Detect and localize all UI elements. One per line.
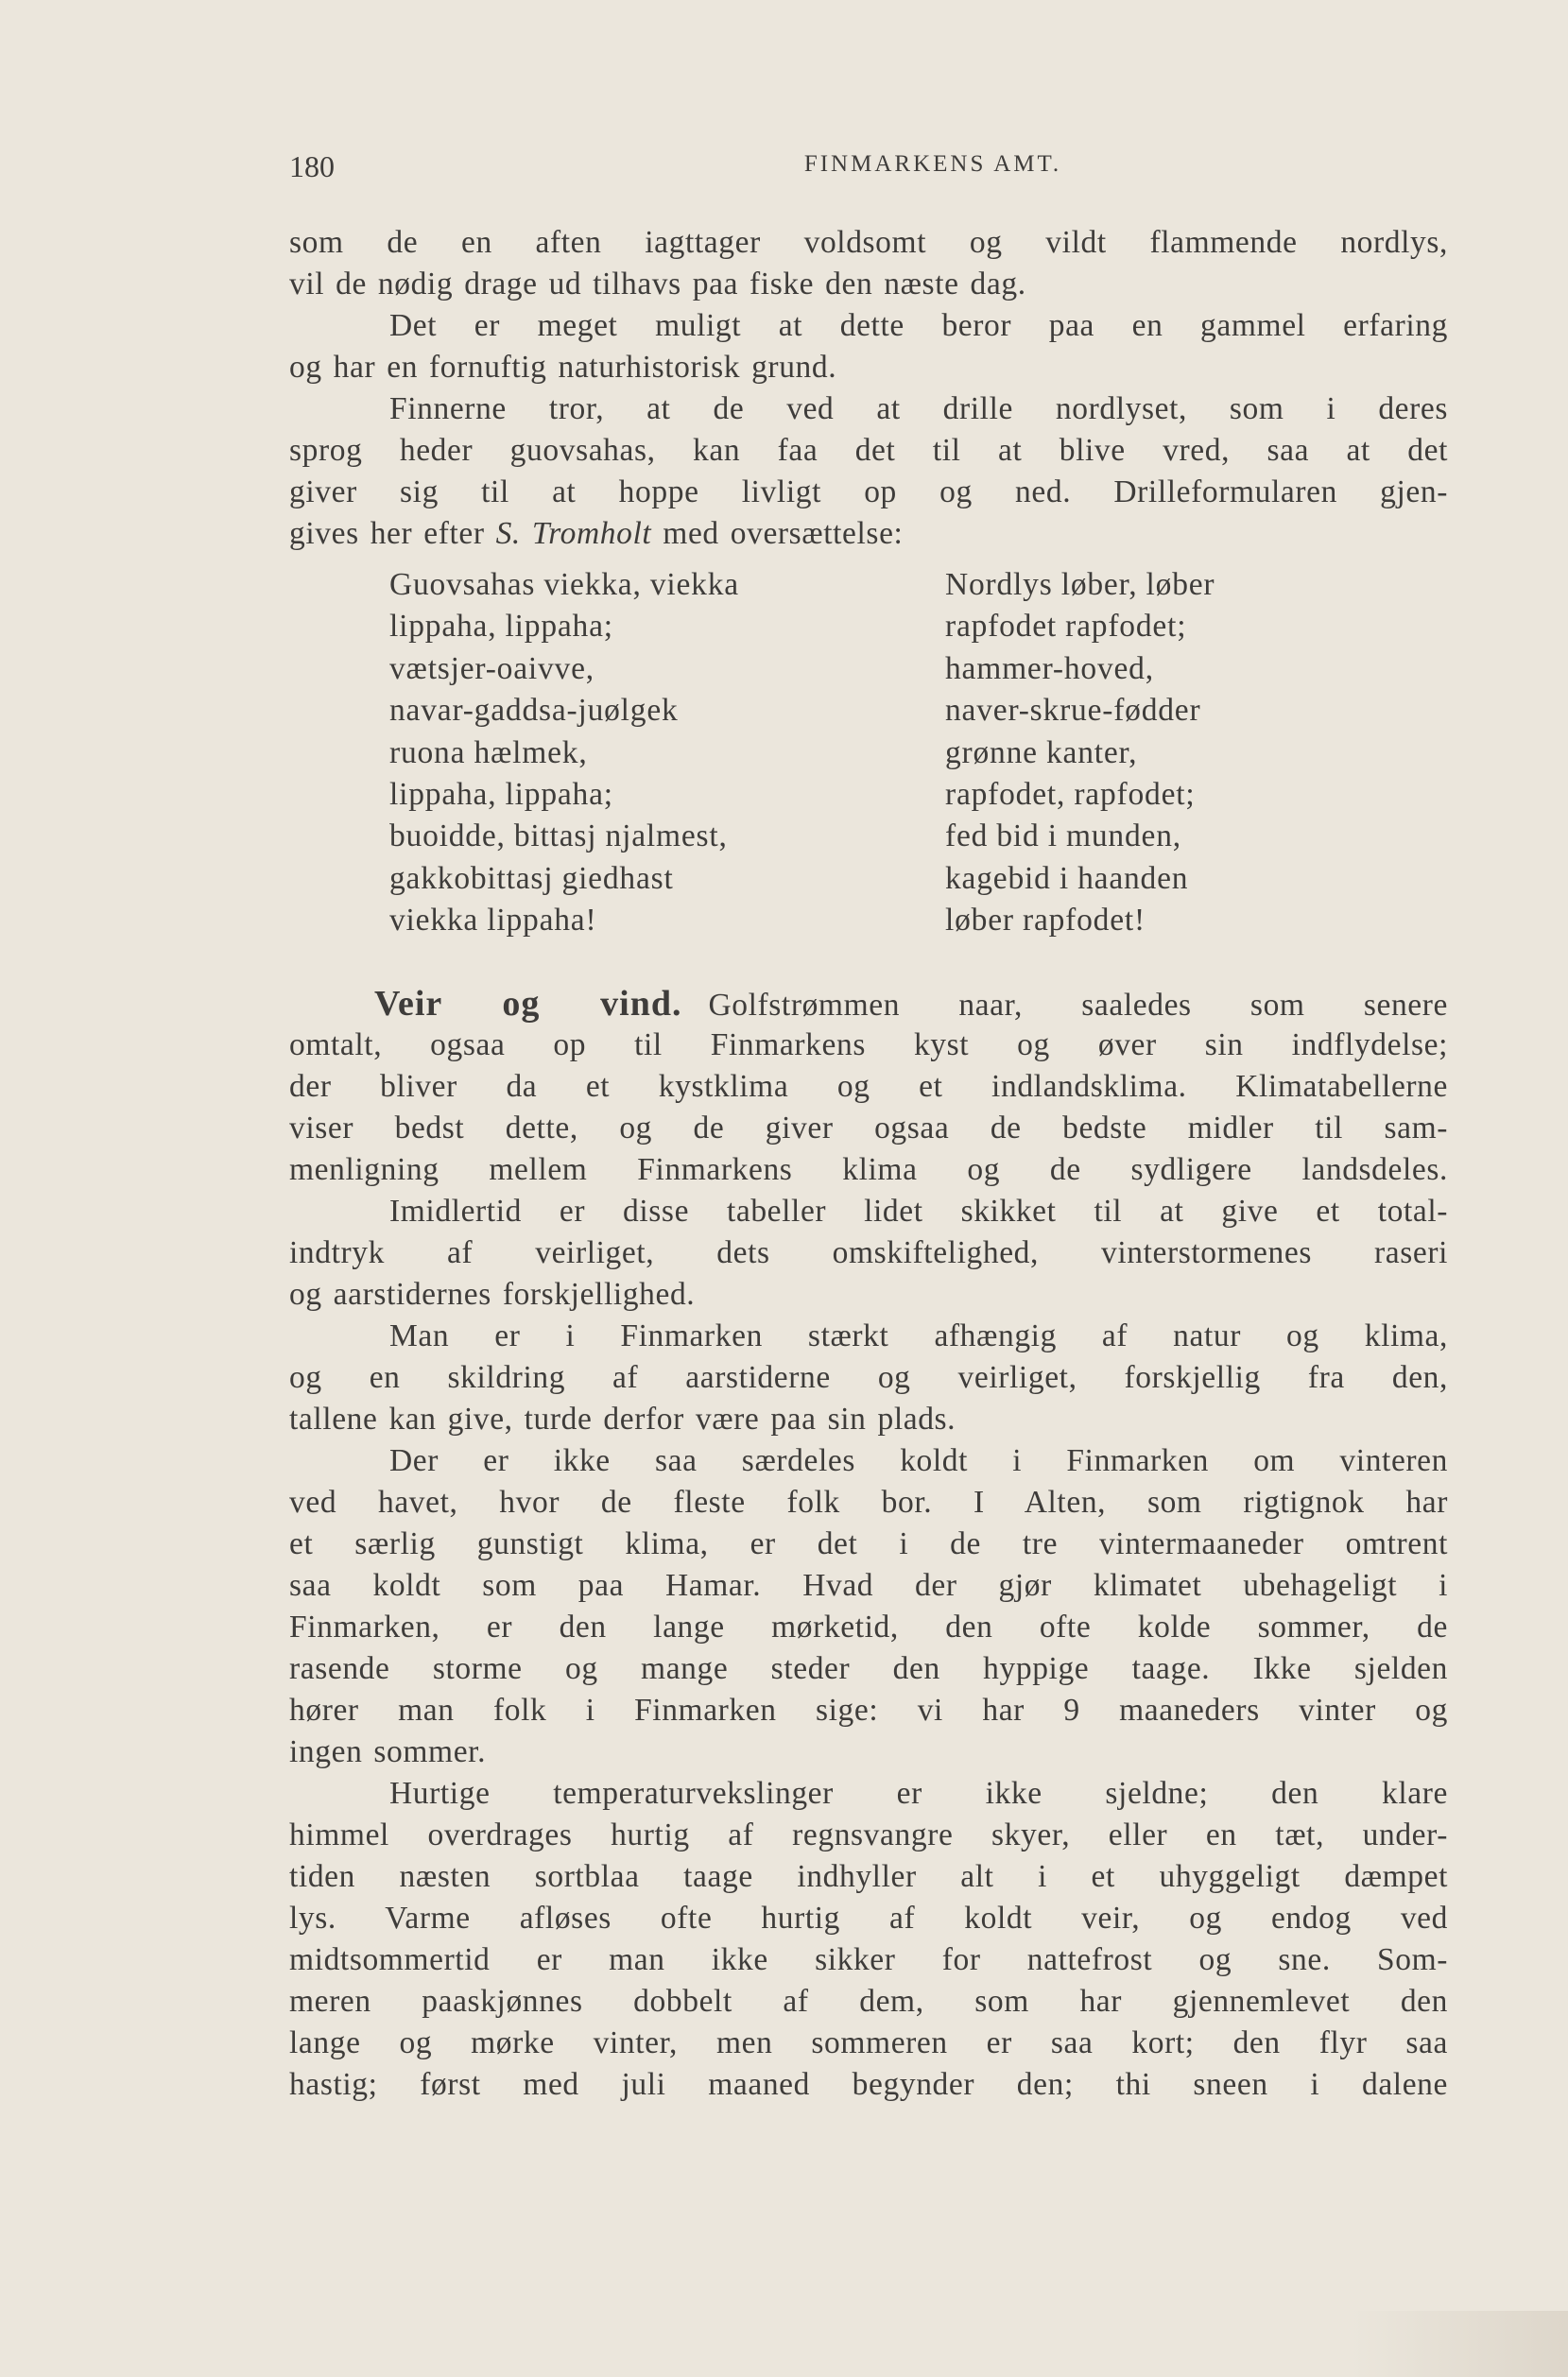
text-line: giver sig til at hoppe livligt op og ned. Drilleformularen gjen- xyxy=(289,474,1448,509)
text-line: indtryk af veirliget, dets omskiftelighed, vinterstormenes raseri xyxy=(289,1235,1448,1270)
verse-norwegian-line: Nordlys løber, løber xyxy=(945,567,1215,602)
text-segment: gives her efter xyxy=(289,516,496,551)
text-segment: med oversættelse: xyxy=(651,516,904,551)
text-line: meren paaskjønnes dobbelt af dem, som har gjennemlevet den xyxy=(289,1984,1448,2019)
text-line: Man er i Finmarken stærkt afhængig af natur og klima, xyxy=(389,1318,1448,1353)
verse-sami-line: gakkobittasj giedhast xyxy=(389,860,674,896)
verse-row xyxy=(389,900,1448,941)
verse-sami-line: ruona hælmek, xyxy=(389,734,588,770)
text-line: saa koldt som paa Hamar. Hvad der gjør klimatet ubehageligt i xyxy=(289,1568,1448,1603)
verse-norwegian-line: rapfodet, rapfodet; xyxy=(945,776,1196,812)
text-line: omtalt, ogsaa op til Finmarkens kyst og øver sin indflydelse; xyxy=(289,1027,1448,1062)
verse-sami-line: vætsjer-oaivve, xyxy=(389,650,594,686)
text-line: midtsommertid er man ikke sikker for nattefrost og sne. Som- xyxy=(289,1942,1448,1977)
text-line: et særlig gunstigt klima, er det i de tre vintermaaneder omtrent xyxy=(289,1526,1448,1561)
verse-sami-line: viekka lippaha! xyxy=(389,903,597,939)
verse-norwegian-line: grønne kanter, xyxy=(945,734,1138,770)
page-number: 180 xyxy=(289,149,335,183)
verse-norwegian-line: hammer-hoved, xyxy=(945,650,1154,686)
verse-row xyxy=(389,732,1448,774)
section-veir-og-vind xyxy=(289,983,1448,2106)
text-line: Finmarken, er den lange mørketid, den ofte kolde sommer, de xyxy=(289,1610,1448,1645)
verse-norwegian-line: naver-skrue-fødder xyxy=(945,693,1201,729)
text-line: menligning mellem Finmarkens klima og de sydligere landsdeles. xyxy=(289,1152,1448,1187)
text-line: og aarstidernes forskjellighed. xyxy=(289,1277,696,1312)
running-head-title: FINMARKENS AMT. xyxy=(803,151,1062,177)
verse-row xyxy=(389,774,1448,816)
text-line: himmel overdrages hurtig af regnsvangre skyer, eller en tæt, under- xyxy=(289,1817,1448,1852)
text-line: Imidlertid er disse tabeller lidet skikket til at give et total- xyxy=(389,1194,1448,1229)
text-line: hastig; først med juli maaned begynder den; thi sneen i dalene xyxy=(289,2067,1448,2102)
text-line xyxy=(289,983,1448,1025)
verse-sami-line: lippaha, lippaha; xyxy=(389,776,613,812)
text-line: ved havet, hvor de fleste folk bor. I Alten, som rigtignok har xyxy=(289,1485,1448,1520)
verse-row xyxy=(389,690,1448,732)
running-head xyxy=(289,149,1444,187)
text-line: lange og mørke vinter, men sommeren er saa kort; den flyr saa xyxy=(289,2025,1448,2060)
verse-norwegian-line: løber rapfodet! xyxy=(945,903,1146,939)
text-line: der bliver da et kystklima og et indlandsklima. Klimatabellerne xyxy=(289,1069,1448,1104)
verse-row xyxy=(389,648,1448,690)
text-line: ingen sommer. xyxy=(289,1734,487,1769)
intro-paragraphs xyxy=(289,222,1448,555)
verse-sami-line: Guovsahas viekka, viekka xyxy=(389,567,739,602)
text-line: rasende storme og mange steder den hyppige taage. Ikke sjelden xyxy=(289,1651,1448,1686)
verse-sami-line: navar-gaddsa-juølgek xyxy=(389,693,679,729)
author-name: S. Tromholt xyxy=(495,516,652,551)
text-line: Der er ikke saa særdeles koldt i Finmarken om vinteren xyxy=(389,1443,1448,1478)
text-line: hører man folk i Finmarken sige: vi har 9 maaneders vinter og xyxy=(289,1693,1448,1728)
verse-sami-line: buoidde, bittasj njalmest, xyxy=(389,818,728,854)
verse-row xyxy=(389,816,1448,857)
text-line: Finnerne tror, at de ved at drille nordlyset, som i deres xyxy=(389,391,1448,426)
verse-block xyxy=(389,564,1448,942)
verse-norwegian-line: rapfodet rapfodet; xyxy=(945,609,1187,645)
verse-row xyxy=(389,858,1448,900)
verse-norwegian-line: fed bid i munden, xyxy=(945,818,1181,854)
verse-sami-line: lippaha, lippaha; xyxy=(389,609,613,645)
verse-row xyxy=(389,606,1448,647)
text-line: lys. Varme afløses ofte hurtig af koldt veir, og endog ved xyxy=(289,1901,1448,1936)
text-line: Det er meget muligt at dette beror paa en gammel erfaring xyxy=(389,308,1448,343)
text-line: viser bedst dette, og de giver ogsaa de bedste midler til sam- xyxy=(289,1111,1448,1145)
text-line xyxy=(289,513,1448,555)
section-heading: Veir og vind. xyxy=(374,984,682,1024)
text-line: vil de nødig drage ud tilhavs paa fiske den næste dag. xyxy=(289,267,1026,301)
text-line: sprog heder guovsahas, kan faa det til at blive vred, saa at det xyxy=(289,433,1448,468)
text-line: og har en fornuftig naturhistorisk grund. xyxy=(289,350,837,385)
text-line: tallene kan give, turde derfor være paa sin plads. xyxy=(289,1402,956,1437)
text-line: tiden næsten sortblaa taage indhyller alt i et uhyggeligt dæmpet xyxy=(289,1859,1448,1894)
verse-norwegian-line: kagebid i haanden xyxy=(945,860,1189,896)
verse-row xyxy=(389,564,1448,606)
text-segment: Golfstrømmen naar, saaledes som senere xyxy=(708,988,1448,1023)
scan-edge-shadow xyxy=(1351,2311,1568,2377)
text-line: og en skildring af aarstiderne og veirliget, forskjellig fra den, xyxy=(289,1360,1448,1395)
text-line: Hurtige temperaturvekslinger er ikke sjeldne; den klare xyxy=(389,1776,1448,1811)
text-line: som de en aften iagttager voldsomt og vildt flammende nordlys, xyxy=(289,225,1448,260)
